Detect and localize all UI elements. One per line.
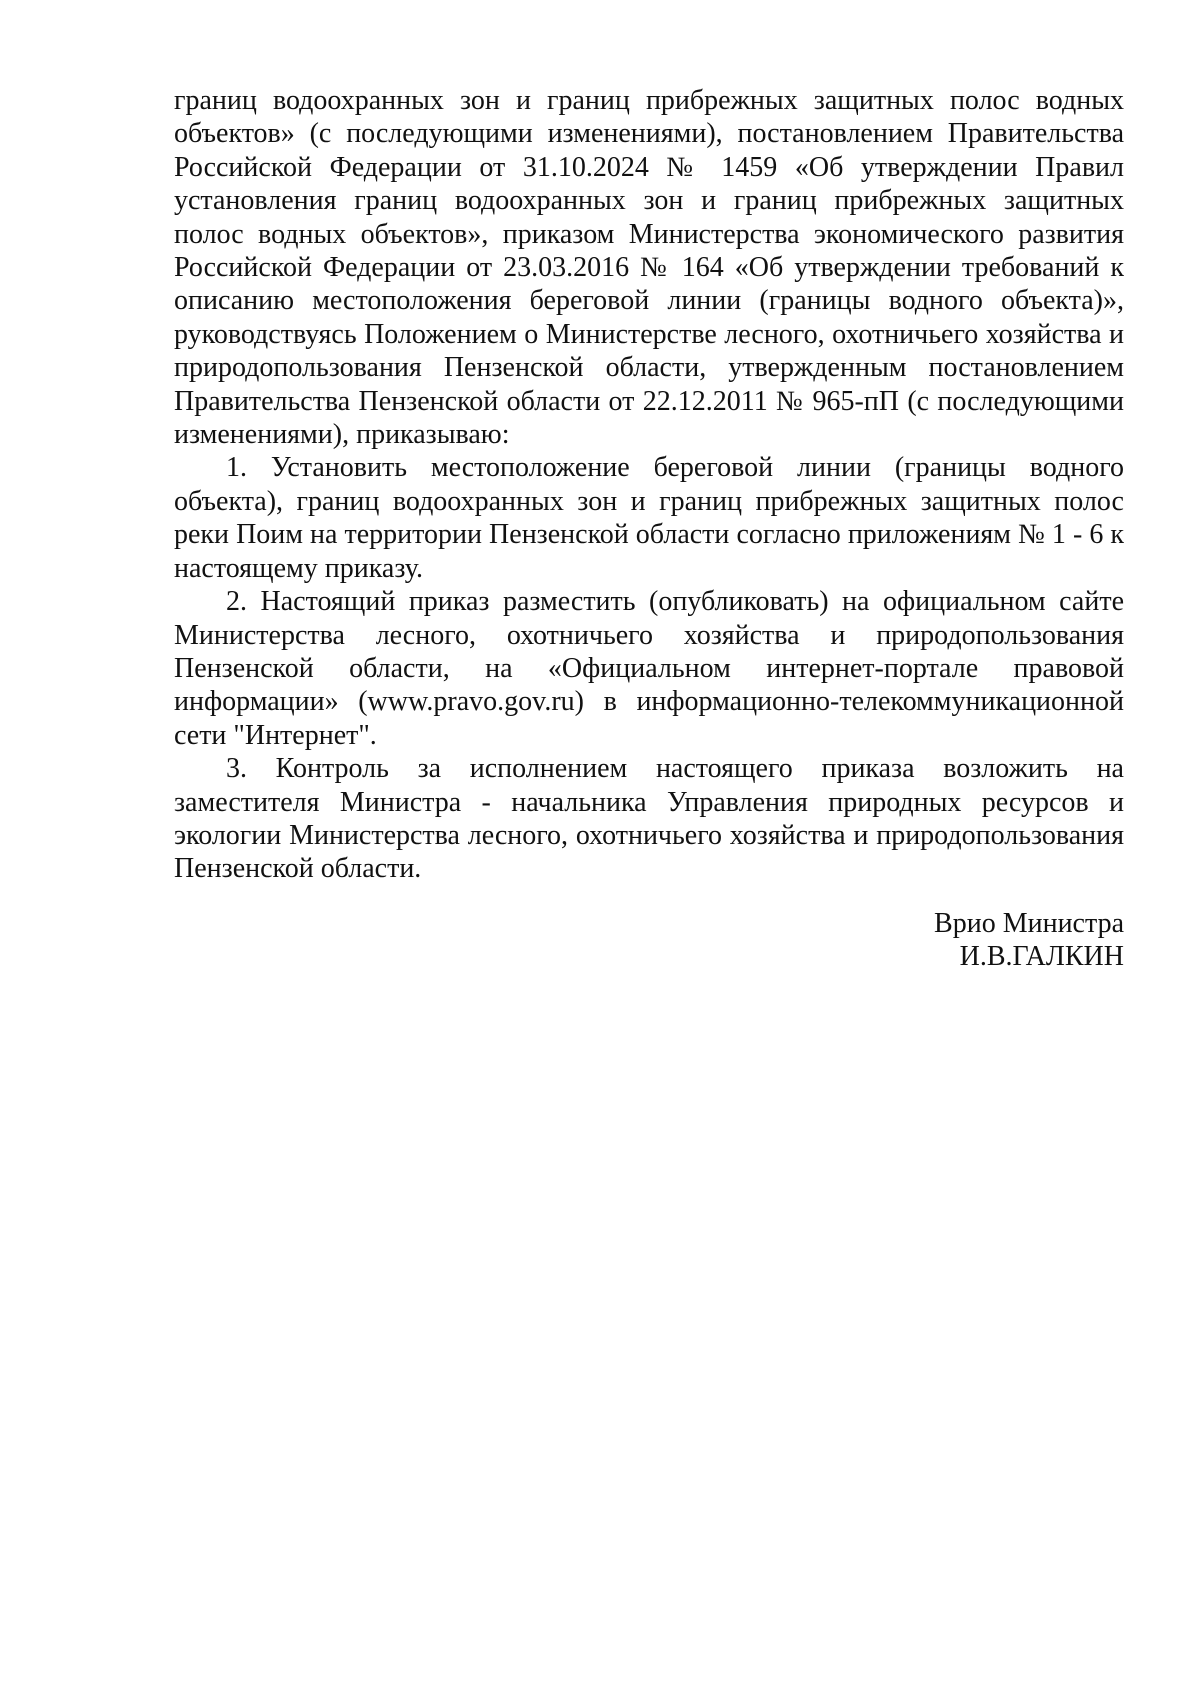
signature-block — [934, 907, 1124, 974]
order-item-2: 2. Настоящий приказ разместить (опубликовать) на официальном сайте Министерства лесного, охотничьего хозяйства и природопользования Пензенской области, на «Официальном интернет-портале правовой информации» (www.pravo.gov.ru) в информационно-телекоммуникационной сети "Интернет". — [174, 586, 1124, 751]
order-item-3: 3. Контроль за исполнением настоящего приказа возложить на заместителя Министра - начальника Управления природных ресурсов и экологии Министерства лесного, охотничьего хозяйства и природопользования Пензенской области. — [174, 753, 1124, 885]
signatory-position: Врио Министра — [934, 908, 1124, 939]
intro-paragraph: границ водоохранных зон и границ прибрежных защитных полос водных объектов» (с последующими изменениями), постановлением Правительства Российской Федерации от 31.10.2024 № 1459 «Об утверждении Правил установления границ водоохранных зон и границ прибрежных защитных полос водных объектов», приказом Министерства экономического развития Российской Федерации от 23.03.2016 № 164 «Об утверждении требований к описанию местоположения береговой линии (границы водного объекта)», руководствуясь Положением о Министерстве лесного, охотничьего хозяйства и природопользования Пензенской области, утвержденным постановлением Правительства Пензенской области от 22.12.2011 № 965-пП (с последующими изменениями), приказываю: — [174, 85, 1124, 451]
signatory-name: И.В.ГАЛКИН — [959, 941, 1124, 973]
document-body — [174, 84, 1124, 886]
order-item-1: 1. Установить местоположение береговой линии (границы водного объекта), границ водоохранных зон и границ прибрежных защитных полос реки Поим на территории Пензенской области согласно приложениям № 1 - 6 к настоящему приказу. — [174, 452, 1124, 584]
